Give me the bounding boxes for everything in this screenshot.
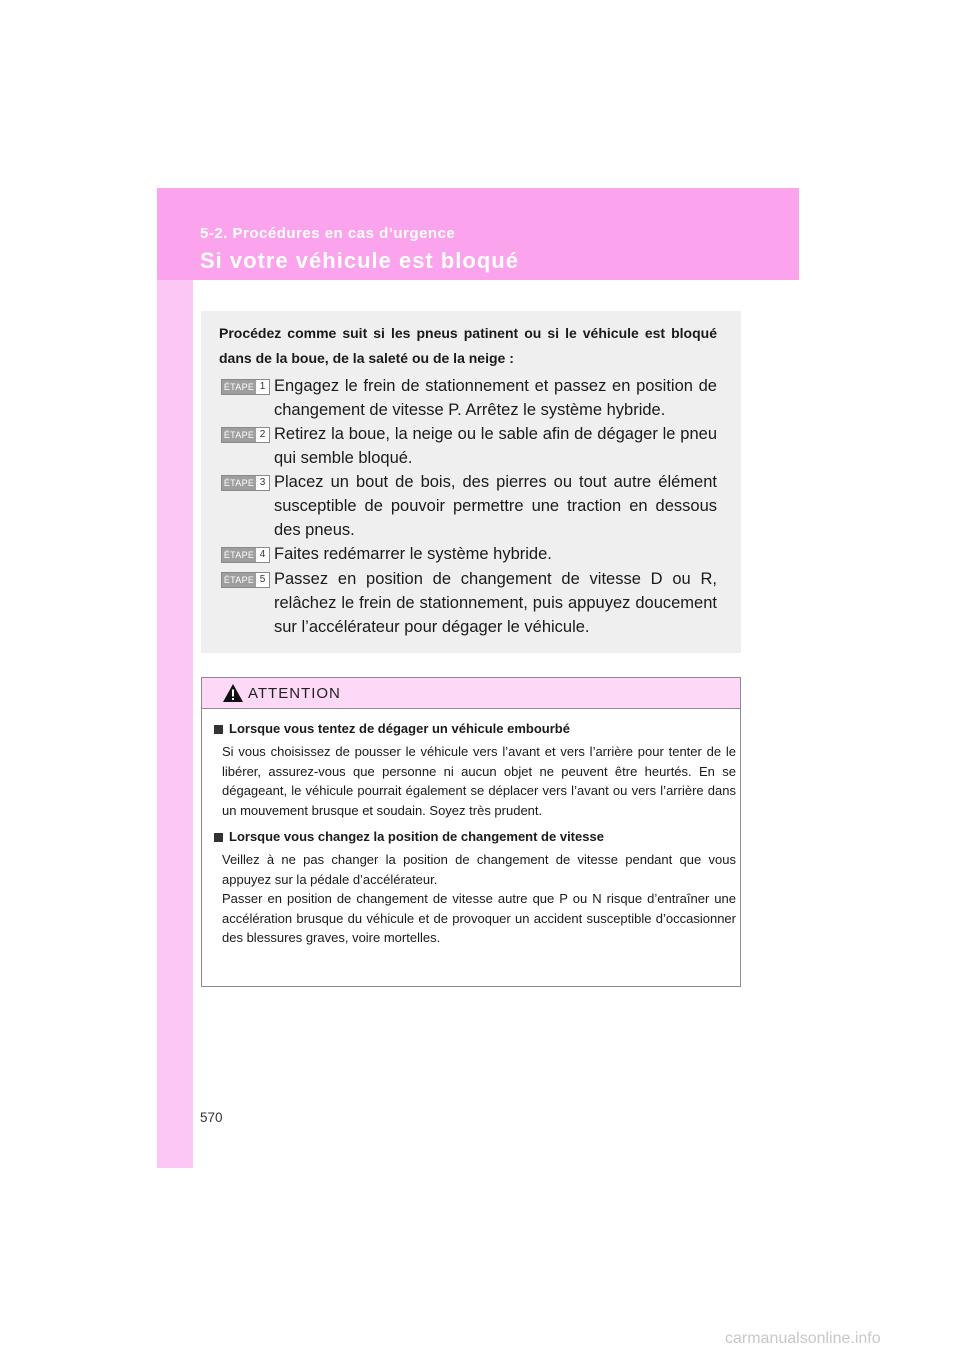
step-2: [221, 422, 717, 470]
step-badge-number: 2: [259, 429, 266, 440]
warning-paragraph: Passer en position de changement de vitesse autre que P ou N risque d’entraîner une accélération brusque du véhicule et de provoquer un accident susceptible d’occasionner des blessures graves, voire mortelles.: [222, 891, 736, 945]
warning-content: [214, 718, 736, 948]
bullet-square-icon: [214, 833, 223, 842]
step-4: [221, 542, 717, 566]
step-badge: [221, 427, 270, 443]
warning-title: ATTENTION: [248, 684, 341, 702]
page-title: Si votre véhicule est bloqué: [200, 248, 519, 273]
side-strip: [157, 188, 193, 1168]
warning-header: [202, 678, 740, 709]
watermark: carmanualsonline.info: [725, 1330, 881, 1347]
step-badge-label: ÉTAPE: [223, 382, 255, 392]
step-badge-label: ÉTAPE: [223, 478, 255, 488]
step-text: Engagez le frein de stationnement et passez en position de changement de vitesse P. Arrêtez le système hybride.: [274, 377, 717, 419]
step-badge-number: 3: [259, 477, 266, 488]
step-text: Passez en position de changement de vitesse D ou R, relâchez le frein de stationnement, puis appuyez doucement sur l’accélérateur pour dégager le véhicule.: [274, 570, 717, 636]
step-text: Faites redémarrer le système hybride.: [274, 545, 552, 563]
step-badge-number: 4: [259, 549, 266, 560]
step-badge: [221, 475, 270, 491]
step-badge: [221, 379, 270, 395]
page-number: 570: [200, 1110, 223, 1125]
step-badge: [221, 547, 270, 563]
step-badge-label: ÉTAPE: [223, 430, 255, 440]
step-badge-number: 5: [259, 574, 266, 585]
step-badge-label: ÉTAPE: [223, 575, 255, 585]
step-badge: [221, 572, 270, 588]
bullet-square-icon: [214, 725, 223, 734]
warning-heading: [214, 826, 736, 848]
step-5: [221, 567, 717, 639]
warning-paragraph: Veillez à ne pas changer la position de changement de vitesse pendant que vous appuyez sur la pédale d’accélérateur.: [222, 852, 736, 887]
warning-triangle-icon: [222, 683, 244, 703]
warning-paragraph: Si vous choisissez de pousser le véhicule vers l’avant et vers l’arrière pour tenter de le libérer, assurez-vous que personne ni aucun objet ne peuvent être heurtés. En se dégageant, le véhicule pourrait également se déplacer vers l’avant ou vers l’arrière dans un mouvement brusque et soudain. Soyez très prudent.: [222, 744, 736, 818]
step-text: Placez un bout de bois, des pierres ou tout autre élément susceptible de pouvoir permettre une traction en dessous des pneus.: [274, 473, 717, 539]
step-text: Retirez la boue, la neige ou le sable afin de dégager le pneu qui semble bloqué.: [274, 425, 717, 467]
warning-heading-text: Lorsque vous changez la position de changement de vitesse: [229, 829, 604, 844]
section-label: 5-2. Procédures en cas d’urgence: [200, 225, 456, 242]
warning-heading: [214, 718, 736, 740]
step-badge-number: 1: [259, 381, 266, 392]
warning-box: [201, 677, 741, 987]
step-1: [221, 374, 717, 422]
intro-box: [201, 311, 741, 653]
step-3: [221, 470, 717, 542]
step-badge-label: ÉTAPE: [223, 550, 255, 560]
warning-heading-text: Lorsque vous tentez de dégager un véhicule embourbé: [229, 721, 570, 736]
intro-text: Procédez comme suit si les pneus patinent ou si le véhicule est bloqué dans de la boue, de la saleté ou de la neige :: [219, 325, 717, 366]
